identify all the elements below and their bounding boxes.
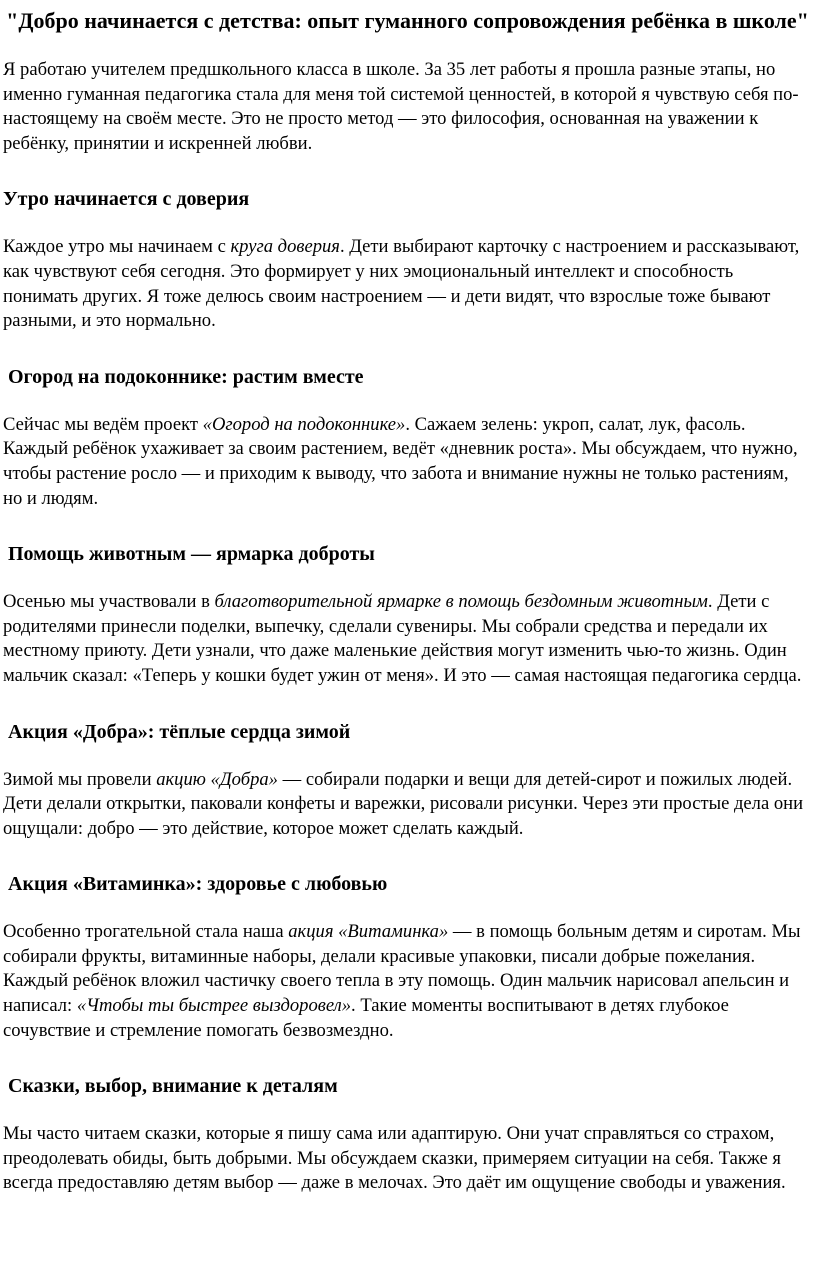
section-paragraph-trust: Каждое утро мы начинаем с круга доверия. Дети выбирают карточку с настроением и рассказывают, как чувствуют себя сегодня. Это формирует у них эмоциональный интеллект и способность понимать других. Я тоже делюсь своим настроением — и дети видят, что взрослые тоже бывают разными, и это нормально. [3,236,800,332]
section-paragraph-vitamin: Особенно трогательной стала наша акция «Витаминка» — в помощь больным детям и сиротам. Мы собирали фрукты, витаминные наборы, делали красивые упаковки, писали добрые пожелания. Каждый ребёнок вложил частичку своего тепла в эту помощь. Один мальчик нарисовал апельсин и написал: «Чтобы ты быстрее выздоровел». Такие моменты воспитывают в детях глубокое сочувствие и стремление помогать безвозмездно. [3,921,801,1041]
emphasis-text: «Огород на подоконнике» [202,413,406,435]
section-heading-kindness: Акция «Добра»: тёплые сердца зимой [8,720,351,743]
document-title: "Добро начинается с детства: опыт гуманного сопровождения ребёнка в школе" [6,8,809,33]
section-heading-garden: Огород на подоконнике: растим вместе [8,365,364,388]
emphasis-text: акция «Витаминка» [288,921,449,943]
section-heading-animals: Помощь животным — ярмарка доброты [8,543,375,566]
emphasis-text: круга доверия [230,236,340,258]
section-heading-trust: Утро начинается с доверия [3,188,250,211]
emphasis-text: благотворительной ярмарке в помощь бездомным животным [214,591,708,613]
section-paragraph-kindness: Зимой мы провели акцию «Добра» — собирали подарки и вещи для детей-сирот и пожилых людей. Дети делали открытки, паковали конфеты и варежки, рисовали рисунки. Через эти простые дела они ощущали: добро — это действие, которое может сделать каждый. [3,768,804,839]
section-paragraph-animals: Осенью мы участвовали в благотворительной ярмарке в помощь бездомным животным. Дети с родителями принесли поделки, выпечку, сделали сувениры. Мы собрали средства и передали их местному приюту. Дети узнали, что даже маленькие действия могут изменить чью-то жизнь. Один мальчик сказал: «Теперь у кошки будет ужин от меня». И это — самая настоящая педагогика сердца. [3,591,802,686]
section-paragraph-garden: Сейчас мы ведём проект «Огород на подоконнике». Сажаем зелень: укроп, салат, лук, фасоль. Каждый ребёнок ухаживает за своим растением, ведёт «дневник роста». Мы обсуждаем, что нужно, чтобы растение росло — и приходим к выводу, что забота и внимание нужны не только растениям, но и людям. [3,413,798,509]
emphasis-text: «Чтобы ты быстрее выздоровел» [76,995,352,1017]
emphasis-text: акцию «Добра» [156,768,278,790]
intro-paragraph: Я работаю учителем предшкольного класса в школе. За 35 лет работы я прошла разные этапы, но именно гуманная педагогика стала для меня той системой ценностей, в которой я чувствую себя по-настоящему на своём месте. Это не просто метод — это философия, основанная на уважении к ребёнку, принятии и искренней любви. [3,59,799,154]
section-heading-fairytales: Сказки, выбор, внимание к деталям [8,1075,338,1098]
section-paragraph-fairytales: Мы часто читаем сказки, которые я пишу сама или адаптирую. Они учат справляться со страхом, преодолевать обиды, быть добрыми. Мы обсуждаем сказки, примеряем ситуации на себя. Также я всегда предоставляю детям выбор — даже в мелочах. Это даёт им ощущение свободы и уважения. [3,1123,786,1194]
section-heading-vitamin: Акция «Витаминка»: здоровье с любовью [8,873,388,896]
